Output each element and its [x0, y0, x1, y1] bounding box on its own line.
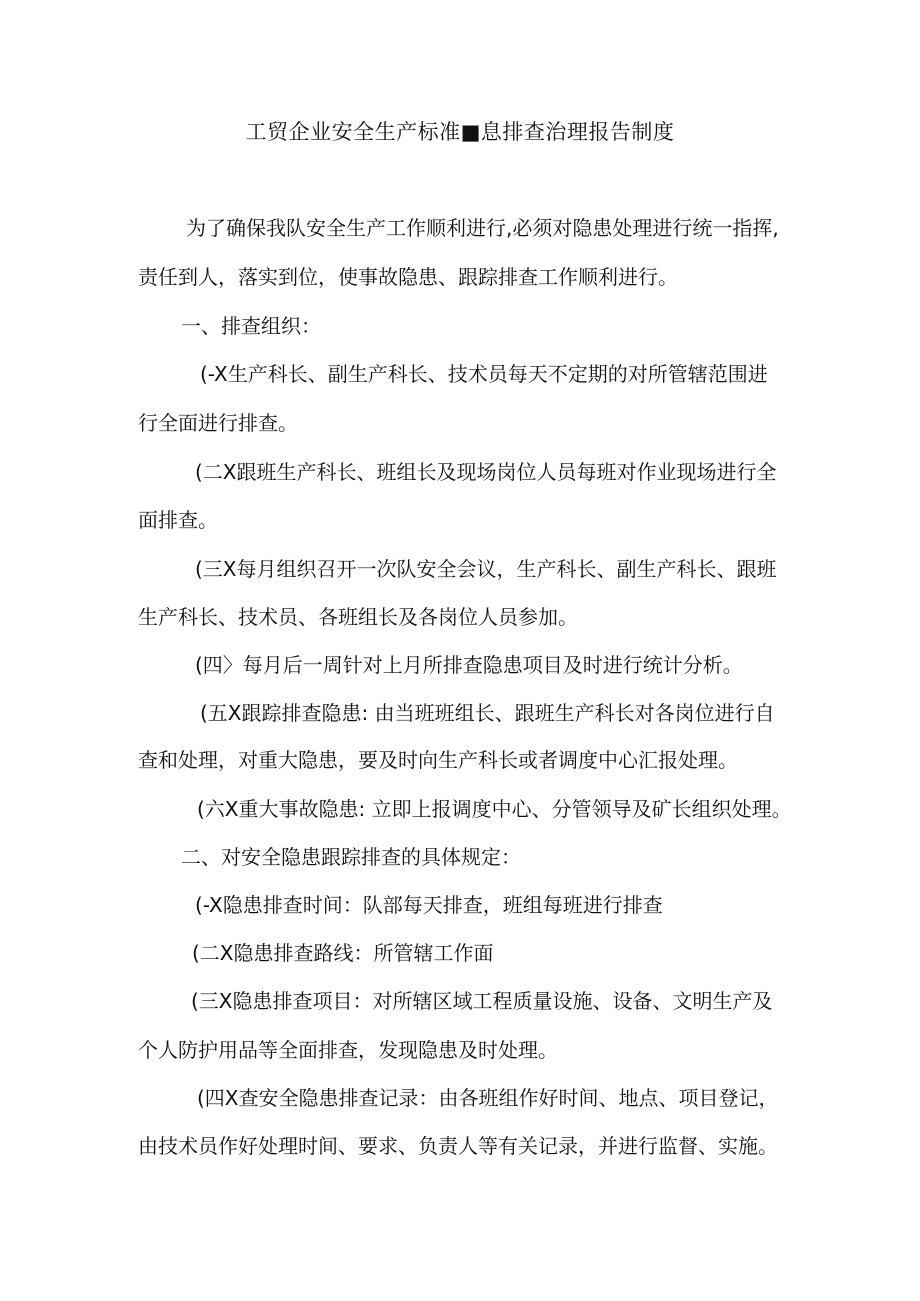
paragraph-line: (二X隐患排查路线：所管辖工作面: [192, 941, 494, 965]
paragraph-line: (四〉每月后一周针对上月所排查隐患项目及时进行统计分析。: [195, 653, 743, 677]
section-heading: 一、排查组织：: [181, 314, 321, 338]
document-title: 工贸企业安全生产标准■息排查治理报告制度: [245, 120, 675, 144]
paragraph-line: (-X生产科长、副生产科长、技术员每天不定期的对所管辖范围进: [200, 362, 768, 386]
paragraph-line: 行全面进行排查。: [138, 411, 298, 435]
paragraph-line: 面排查。: [138, 508, 218, 532]
paragraph-line: (-X隐患排查时间：队部每天排查，班组每班进行排查: [195, 893, 663, 917]
paragraph-line: 为了确保我队安全生产工作顺利进行,必须对隐患处理进行统一指挥,: [186, 216, 779, 240]
paragraph-line: (五X跟踪排查隐患: 由当班班组长、跟班生产科长对各岗位进行自: [200, 701, 775, 725]
paragraph-line: (六X重大事故隐患: 立即上报调度中心、分管领导及矿长组织处理。: [197, 797, 792, 821]
paragraph-line: 由技术员作好处理时间、要求、负责人等有关记录，并进行监督、实施。: [138, 1134, 778, 1158]
paragraph-line: (四X查安全隐患排查记录：由各班组作好时间、地点、项目登记，: [197, 1086, 779, 1110]
paragraph-line: 查和处理，对重大隐患，要及时向生产科长或者调度中心汇报处理。: [138, 748, 738, 772]
paragraph-line: 责任到人，落实到位，使事故隐患、跟踪排查工作顺利进行。: [138, 265, 678, 289]
paragraph-line: 个人防护用品等全面排查，发现隐患及时处理。: [138, 1038, 558, 1062]
paragraph-line: 生产科长、技术员、各班组长及各岗位人员参加。: [138, 605, 578, 629]
paragraph-line: (三X每月组织召开一次队安全会议，生产科长、副生产科长、跟班: [195, 557, 777, 581]
section-heading: 二、对安全隐患跟踪排查的具体规定：: [181, 845, 521, 869]
paragraph-line: (二X跟班生产科长、班组长及现场岗位人员每班对作业现场进行全: [195, 460, 777, 484]
paragraph-line: (三X隐患排查项目：对所辖区域工程质量设施、设备、文明生产及: [191, 989, 773, 1013]
